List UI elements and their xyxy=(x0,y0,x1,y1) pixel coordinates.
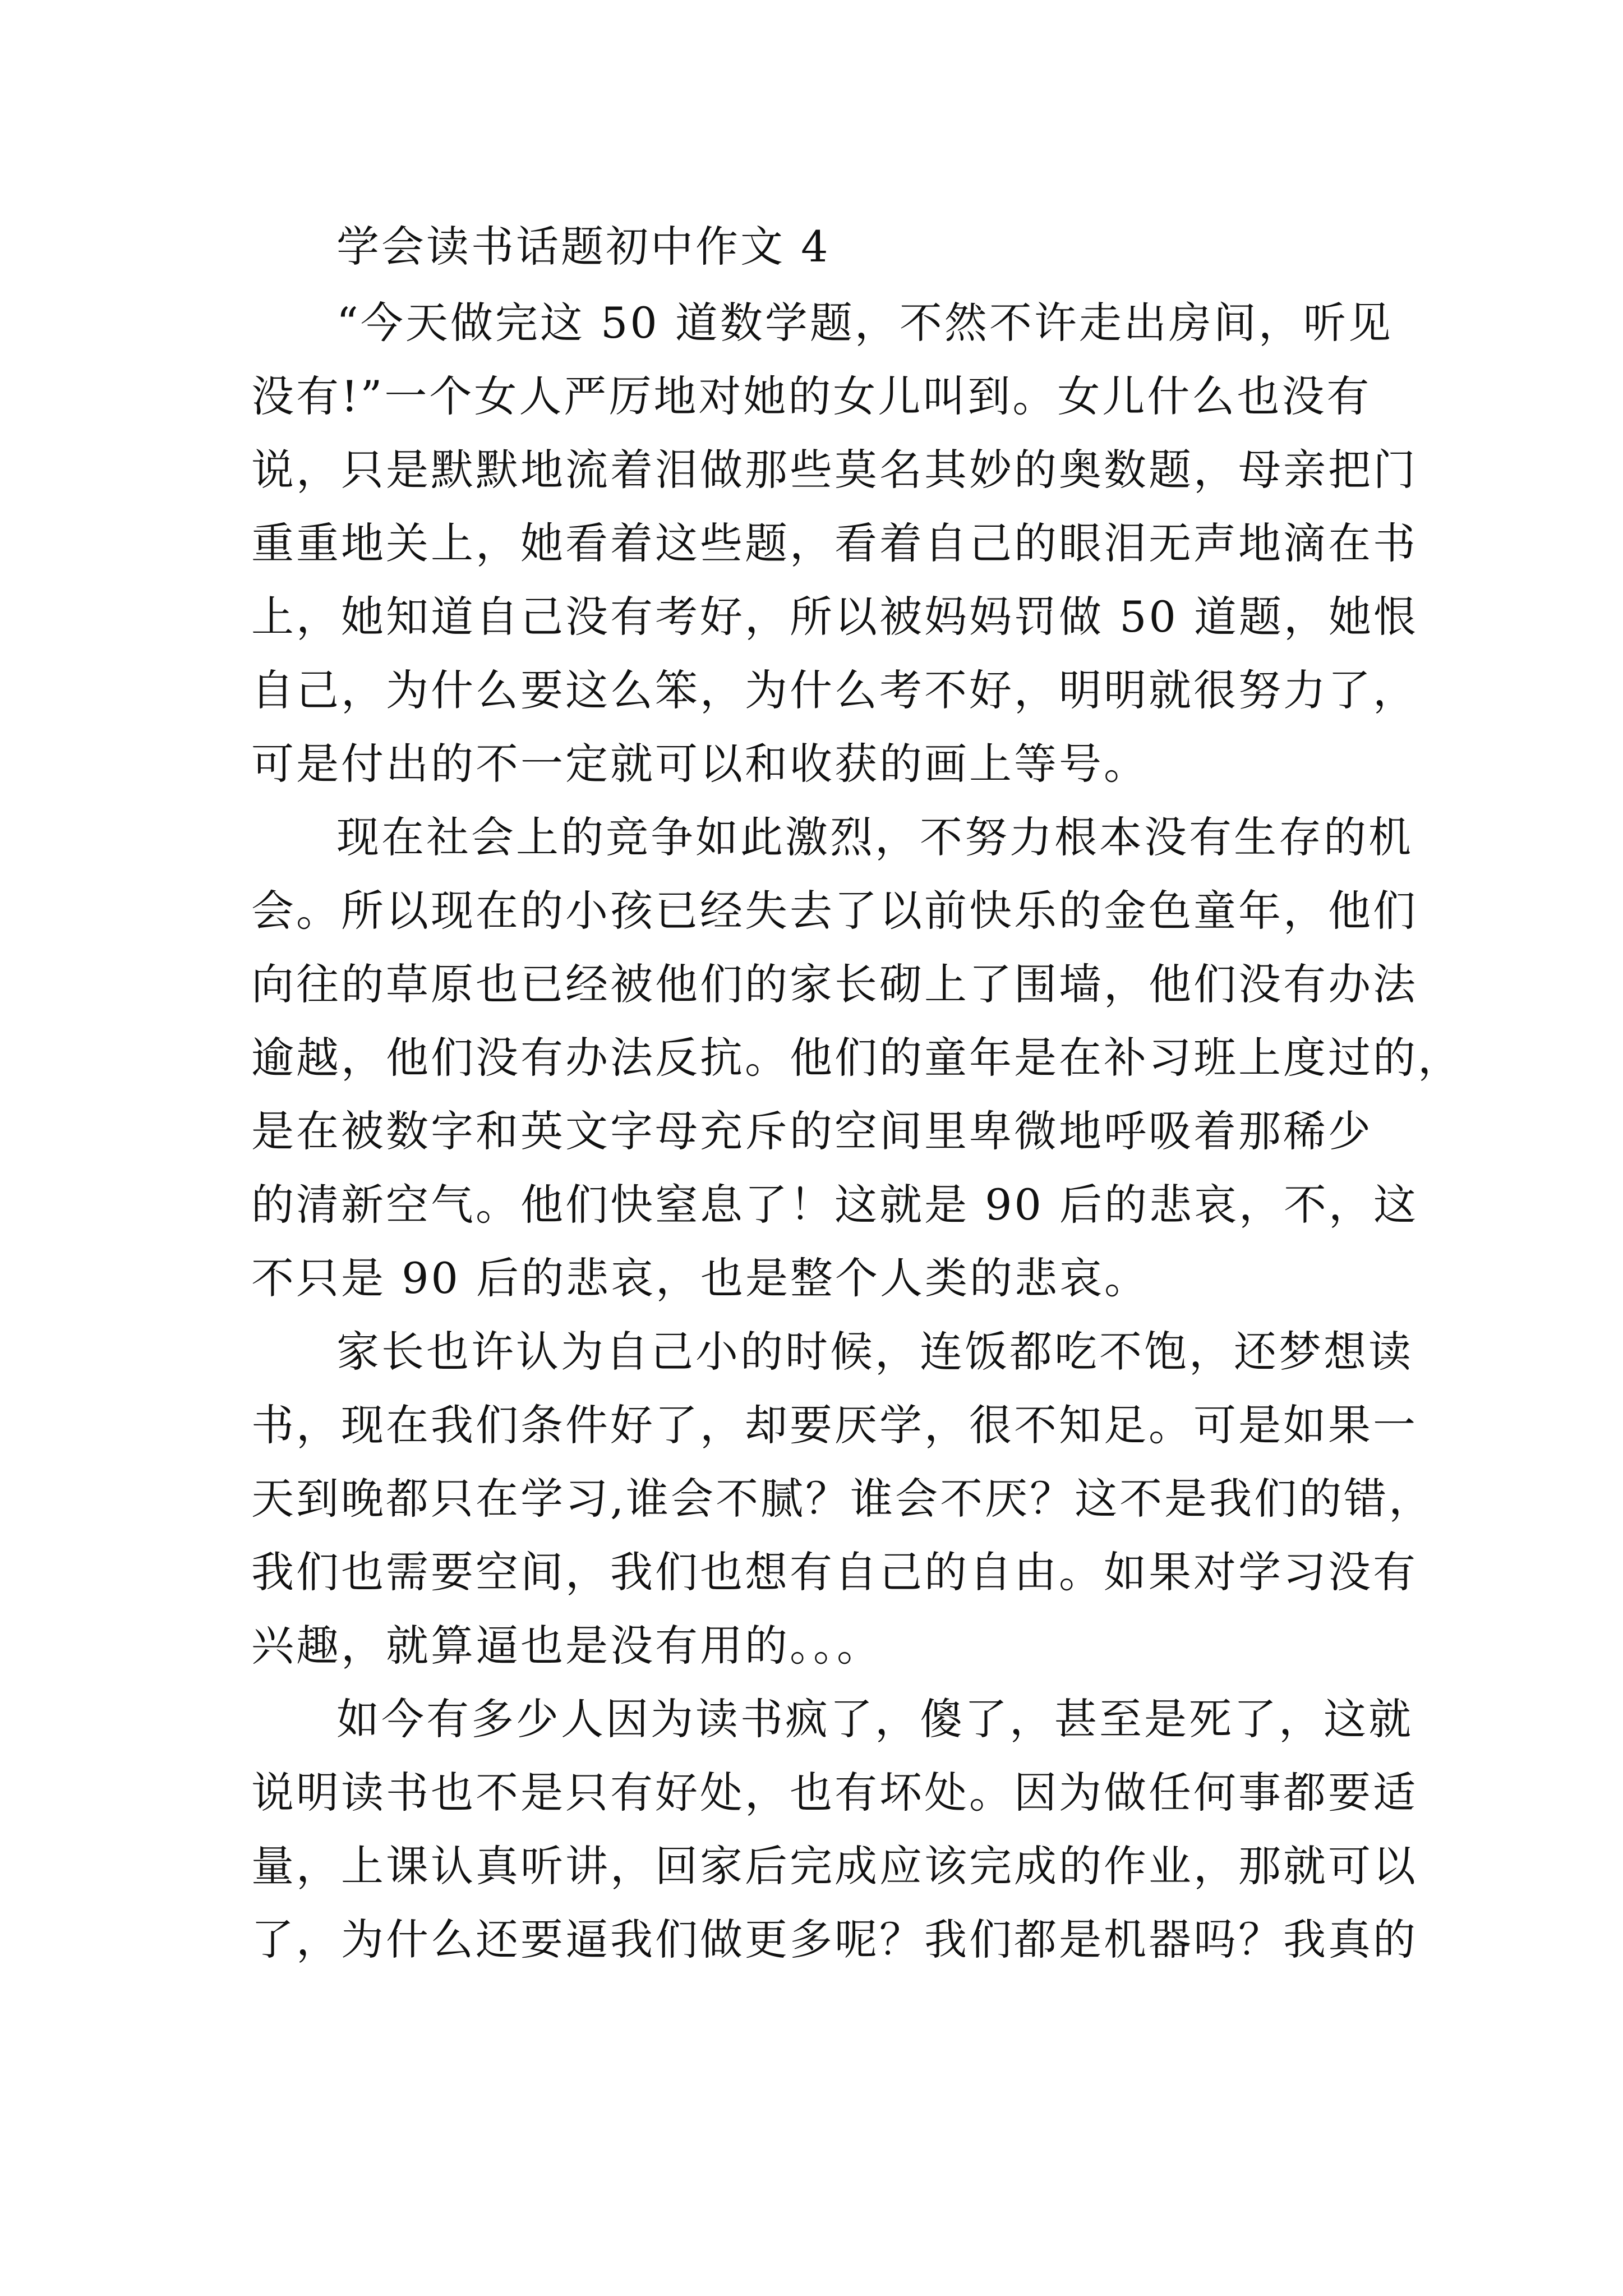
paragraph-line: 重重地关上，她看着这些题，看着自己的眼泪无声地滴在书 xyxy=(251,518,1418,568)
paragraph-line: 我们也需要空间，我们也想有自己的自由。如果对学习没有 xyxy=(251,1547,1418,1597)
paragraph-line: 没有!”一个女人严厉地对她的女儿叫到。女儿什么也没有 xyxy=(251,371,1372,421)
paragraph-line: 可是付出的不一定就可以和收获的画上等号。 xyxy=(251,739,1149,789)
paragraph-line: 书，现在我们条件好了，却要厌学，很不知足。可是如果一 xyxy=(251,1400,1418,1450)
paragraph-3 xyxy=(251,1315,1434,1682)
paragraph-line: 天到晚都只在学习,谁会不腻？谁会不厌？这不是我们的错， xyxy=(251,1474,1434,1524)
essay-title: 学会读书话题初中作文 4 xyxy=(336,222,831,272)
paragraph-4 xyxy=(251,1682,1418,1976)
paragraph-line: 是在被数字和英文字母充斥的空间里卑微地呼吸着那稀少 xyxy=(251,1106,1373,1156)
paragraph-line: 如今有多少人因为读书疯了，傻了，甚至是死了，这就 xyxy=(336,1694,1413,1744)
paragraph-line: 的清新空气。他们快窒息了！这就是 90 后的悲哀，不，这 xyxy=(251,1180,1419,1230)
paragraph-line: 兴趣，就算逼也是没有用的。。。 xyxy=(251,1621,882,1671)
paragraph-line: 自己，为什么要这么笨，为什么考不好，明明就很努力了， xyxy=(251,665,1418,715)
paragraph-2 xyxy=(251,800,1463,1315)
essay-body xyxy=(251,208,1463,1976)
paragraph-line: 会。所以现在的小孩已经失去了以前快乐的金色童年，他们 xyxy=(251,886,1418,936)
paragraph-1 xyxy=(251,286,1419,800)
paragraph-line: 上，她知道自己没有考好，所以被妈妈罚做 50 道题，她恨 xyxy=(251,592,1419,642)
paragraph-line: 说，只是默默地流着泪做那些莫名其妙的奥数题，母亲把门 xyxy=(251,445,1418,495)
paragraph-line: “今天做完这 50 道数学题，不然不许走出房间，听见 xyxy=(336,298,1393,348)
paragraph-line: 家长也许认为自己小的时候，连饭都吃不饱，还梦想读 xyxy=(336,1327,1413,1377)
paragraph-line: 不只是 90 后的悲哀，也是整个人类的悲哀。 xyxy=(251,1253,1150,1303)
paragraph-line: 说明读书也不是只有好处，也有坏处。因为做任何事都要适 xyxy=(251,1768,1418,1818)
paragraph-line: 了，为什么还要逼我们做更多呢？我们都是机器吗？我真的 xyxy=(251,1915,1418,1964)
paragraph-line: 量，上课认真听讲，回家后完成应该完成的作业，那就可以 xyxy=(251,1841,1418,1891)
paragraph-line: 现在社会上的竞争如此激烈，不努力根本没有生存的机 xyxy=(336,812,1413,862)
paragraph-line: 逾越，他们没有办法反抗。他们的童年是在补习班上度过的， xyxy=(251,1033,1463,1083)
paragraph-line: 向往的草原也已经被他们的家长砌上了围墙，他们没有办法 xyxy=(251,959,1418,1009)
